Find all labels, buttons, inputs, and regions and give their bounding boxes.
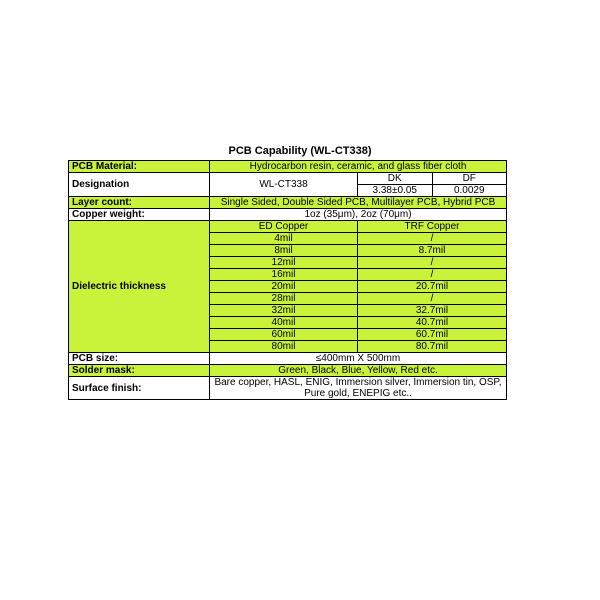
dk-label: DK bbox=[358, 173, 432, 184]
dielectric-ed-cell: 20mil bbox=[210, 281, 358, 293]
dielectric-ed-cell: 80mil bbox=[210, 341, 358, 353]
dielectric-ed-cell: 40mil bbox=[210, 317, 358, 329]
dielectric-ed-cell: 12mil bbox=[210, 257, 358, 269]
table-row-material bbox=[69, 161, 507, 173]
surface-finish-label: Surface finish: bbox=[69, 377, 210, 400]
surface-finish-line-2: Pure gold, ENEPIG etc.. bbox=[304, 388, 412, 399]
table-row-layer-count bbox=[69, 197, 507, 209]
pcb-size-value: ≤400mm X 500mm bbox=[210, 353, 507, 365]
surface-finish-value bbox=[210, 377, 507, 400]
dielectric-ed-cell: 28mil bbox=[210, 293, 358, 305]
table-row-pcb-size bbox=[69, 353, 507, 365]
surface-finish-line-1: Bare copper, HASL, ENIG, Immersion silver, Immersion tin, OSP, bbox=[214, 377, 502, 388]
dielectric-trf-cell: 32.7mil bbox=[358, 305, 507, 317]
table-row-copper-weight bbox=[69, 209, 507, 221]
dielectric-trf-cell: 8.7mil bbox=[358, 245, 507, 257]
dk-df-header bbox=[358, 173, 507, 185]
material-label: PCB Material: bbox=[69, 161, 210, 173]
df-value: 0.0029 bbox=[453, 185, 485, 196]
dielectric-col-trf: TRF Copper bbox=[358, 221, 507, 233]
table-row-dielectric-header bbox=[69, 221, 507, 233]
dk-df-values bbox=[358, 185, 507, 197]
dielectric-trf-cell: / bbox=[358, 257, 507, 269]
layer-count-label: Layer count: bbox=[69, 197, 210, 209]
pcb-size-label: PCB size: bbox=[69, 353, 210, 365]
dielectric-label: Dielectric thickness bbox=[69, 221, 210, 353]
pcb-capability-table bbox=[68, 160, 507, 400]
material-value: Hydrocarbon resin, ceramic, and glass fiber cloth bbox=[210, 161, 507, 173]
table-row-solder-mask bbox=[69, 365, 507, 377]
dielectric-col-ed: ED Copper bbox=[210, 221, 358, 233]
table-row-surface-finish bbox=[69, 377, 507, 400]
page-title: PCB Capability (WL-CT338) bbox=[228, 145, 372, 157]
solder-mask-value: Green, Black, Blue, Yellow, Red etc. bbox=[210, 365, 507, 377]
dielectric-trf-cell: / bbox=[358, 233, 507, 245]
dielectric-ed-cell: 8mil bbox=[210, 245, 358, 257]
dielectric-trf-cell: / bbox=[358, 293, 507, 305]
layer-count-value: Single Sided, Double Sided PCB, Multilayer PCB, Hybrid PCB bbox=[210, 197, 507, 209]
dielectric-ed-cell: 4mil bbox=[210, 233, 358, 245]
copper-weight-value: 1oz (35μm), 2oz (70μm) bbox=[210, 209, 507, 221]
designation-value: WL-CT338 bbox=[210, 173, 358, 197]
dielectric-trf-cell: 40.7mil bbox=[358, 317, 507, 329]
dk-value: 3.38±0.05 bbox=[358, 185, 432, 196]
dielectric-trf-cell: 60.7mil bbox=[358, 329, 507, 341]
dielectric-ed-cell: 32mil bbox=[210, 305, 358, 317]
copper-weight-label: Copper weight: bbox=[69, 209, 210, 221]
dielectric-trf-cell: / bbox=[358, 269, 507, 281]
df-label: DF bbox=[462, 173, 476, 184]
designation-label: Designation bbox=[69, 173, 210, 197]
dielectric-trf-cell: 20.7mil bbox=[358, 281, 507, 293]
dielectric-ed-cell: 60mil bbox=[210, 329, 358, 341]
table-row-designation bbox=[69, 173, 507, 185]
solder-mask-label: Solder mask: bbox=[69, 365, 210, 377]
dielectric-trf-cell: 80.7mil bbox=[358, 341, 507, 353]
dielectric-ed-cell: 16mil bbox=[210, 269, 358, 281]
